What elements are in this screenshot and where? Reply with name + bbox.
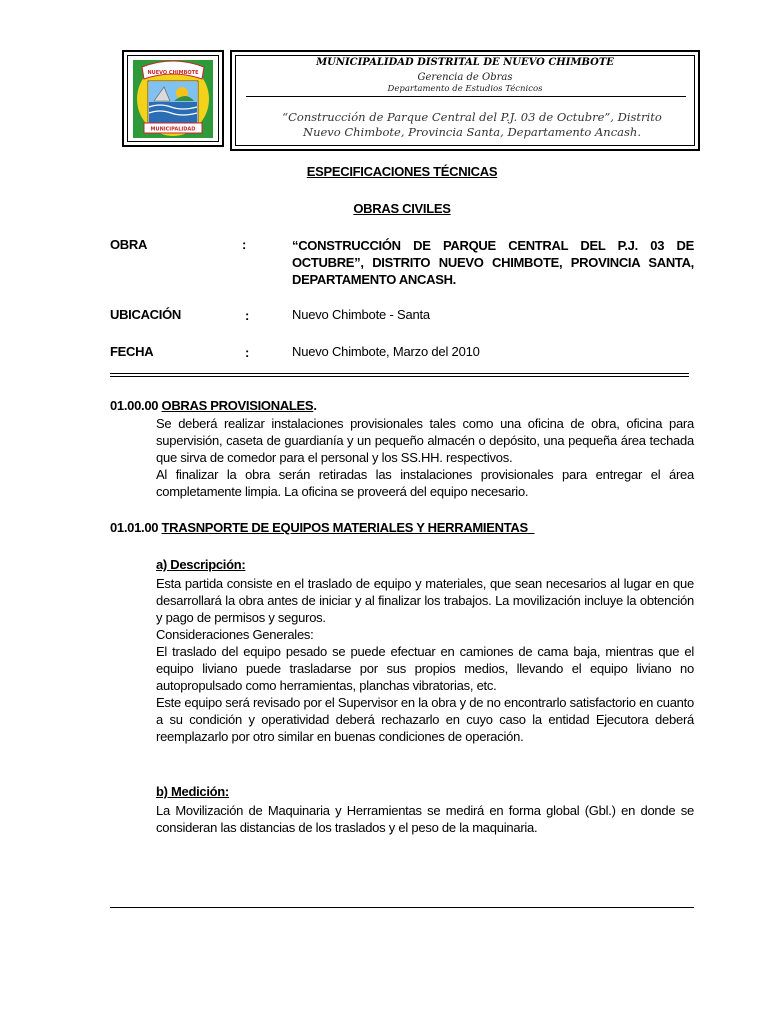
ubicacion-label: UBICACIÓN [110, 307, 181, 322]
municipal-logo-frame [122, 50, 224, 147]
section-divider-bottom [110, 376, 689, 377]
fecha-label: FECHA [110, 344, 154, 359]
section-code: 01.00.00 [110, 398, 159, 413]
municipal-coat-of-arms-icon [130, 57, 216, 141]
document-subtitle: OBRAS CIVILES [353, 201, 451, 216]
ubicacion-value: Nuevo Chimbote - Santa [292, 307, 430, 322]
paragraph: Consideraciones Generales: [156, 627, 314, 642]
section-heading-obras-provisionales [110, 398, 317, 413]
project-title-line-2: Nuevo Chimbote, Provincia Santa, Departamento Ancash. [303, 125, 641, 139]
section1-body [156, 415, 694, 500]
section-title: OBRAS PROVISIONALES [161, 398, 314, 413]
section-divider-top [110, 373, 689, 374]
fecha-colon: : [245, 345, 250, 360]
paragraph: Al finalizar la obra serán retiradas las instalaciones provisionales para entregar el área completamente limpia. La oficina se proveerá del equipo necesario. [156, 467, 694, 499]
paragraph: Se deberá realizar instalaciones provisionales tales como una oficina de obra, oficina para supervisión, caseta de guardianía y un pequeño almacén o depósito, una pequeña área techada que sirva de comedor para el personal y los SS.HH. respectivos. [156, 416, 694, 465]
header-divider [246, 96, 686, 97]
obra-colon: : [242, 237, 247, 252]
footer-divider [110, 907, 694, 908]
obra-label: OBRA [110, 237, 148, 252]
paragraph: Este equipo será revisado por el Supervisor en la obra y de no encontrarlo satisfactorio en cuanto a su condición y operatividad deberá rechazarlo en cuyo caso la entidad Ejecutora deberá reemplazarlo por otro similar en buenas condiciones de operación. [156, 695, 694, 744]
descripcion-body [156, 575, 694, 745]
medicion-body [156, 802, 694, 836]
section-title-period: . [313, 398, 317, 413]
section-heading-transporte [110, 520, 534, 535]
paragraph: El traslado del equipo pesado se puede efectuar en camiones de cama baja, mientras que el equipo liviano puede trasladarse por sus propios medios, llevando el equipo liviano no autopropulsado como herramientas, planchas vibratorias, etc. [156, 644, 694, 693]
department-name: Departamento de Estudios Técnicos [387, 84, 543, 94]
section-title: TRASNPORTE DE EQUIPOS MATERIALES Y HERRAMIENTAS [161, 520, 528, 535]
logo-bottom-lettering: MUNICIPALIDAD [150, 126, 196, 132]
document-title: ESPECIFICACIONES TÉCNICAS [306, 164, 498, 179]
obra-value: “CONSTRUCCIÓN DE PARQUE CENTRAL DEL P.J. 03 DE OCTUBRE”, DISTRITO NUEVO CHIMBOTE, PROVINCIA SANTA, DEPARTAMENTO ANCASH. [292, 238, 694, 287]
institution-name: MUNICIPALIDAD DISTRITAL DE NUEVO CHIMBOTE [316, 57, 614, 68]
section-title-trailing-underline [528, 520, 535, 535]
project-title-line-1: “Construcción de Parque Central del P.J. 03 de Octubre”, Distrito [282, 110, 662, 124]
ubicacion-colon: : [245, 308, 250, 323]
paragraph: La Movilización de Maquinaria y Herramientas se medirá en forma global (Gbl.) en donde se consideran las distancias de los traslados y el peso de la maquinaria. [156, 803, 694, 835]
office-name: Gerencia de Obras [417, 72, 513, 83]
document-header-box [230, 50, 700, 151]
paragraph: Esta partida consiste en el traslado de equipo y materiales, que sean necesarios al lugar en que desarrollará la obra antes de iniciar y al finalizar los trabajos. La movilización incluye la obtención y pago de permisos y seguros. [156, 576, 694, 625]
logo-top-lettering: NUEVO CHIMBOTE [147, 69, 199, 76]
subheading-medicion: b) Medición: [156, 784, 229, 799]
fecha-value: Nuevo Chimbote, Marzo del 2010 [292, 344, 480, 359]
project-title [262, 110, 682, 140]
subheading-descripcion: a) Descripción: [156, 557, 246, 572]
section-code: 01.01.00 [110, 520, 159, 535]
